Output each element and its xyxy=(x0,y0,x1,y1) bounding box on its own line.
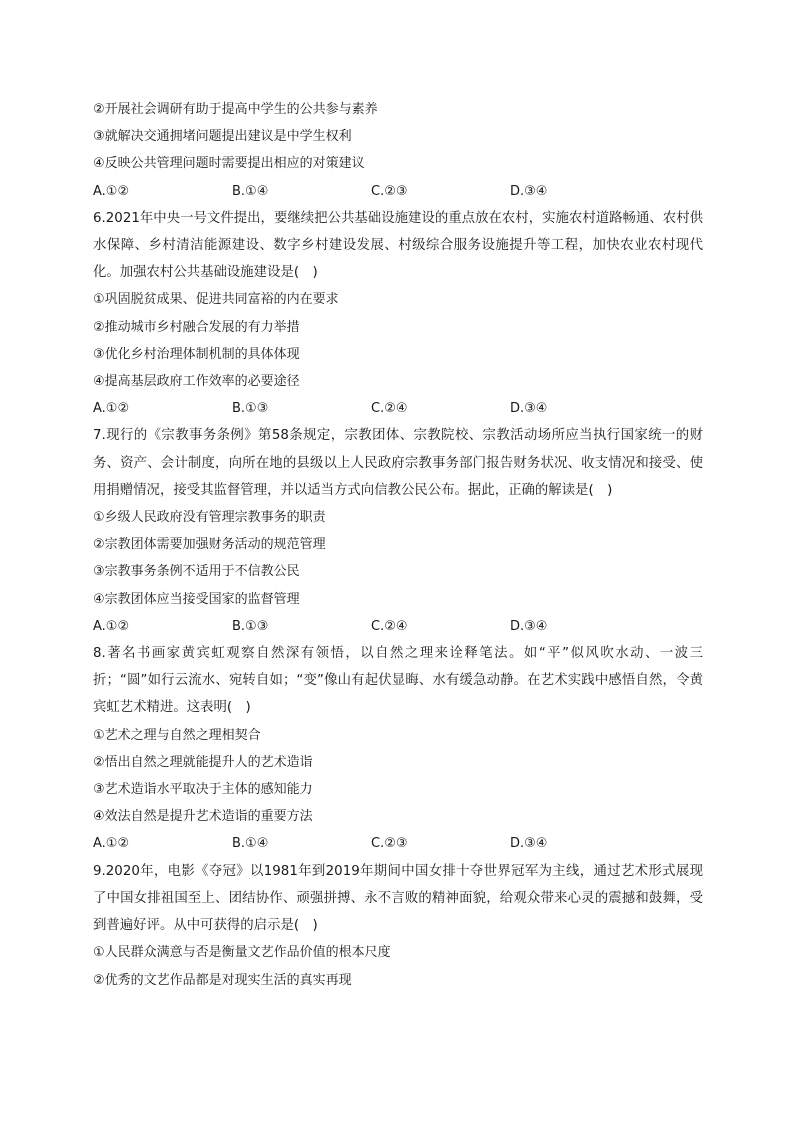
statement: ①艺术之理与自然之理相契合 xyxy=(93,727,261,743)
statement: ①人民群众满意与否是衡量文艺作品价值的根本尺度 xyxy=(93,945,391,961)
option-a[interactable]: A.①② xyxy=(93,618,130,634)
option-a[interactable]: A.①② xyxy=(93,836,130,852)
question-8 xyxy=(93,640,703,858)
question-stem: 8.著名书画家黄宾虹观察自然深有领悟，以自然之理来诠释笔法。如“平”似风吹水动、一波三折；“圆”如行云流水、宛转自如；“变”像山有起伏显晦、水有缓急动静。在艺术实践中感悟自然，令黄宾虹艺术精进。这表明( ) xyxy=(93,646,703,716)
statement: ③就解决交通拥堵问题提出建议是中学生权利 xyxy=(93,129,352,145)
statement: ①巩固脱贫成果、促进共同富裕的内在要求 xyxy=(93,292,339,308)
answer-options xyxy=(93,178,703,205)
option-d[interactable]: D.③④ xyxy=(510,401,548,417)
question-6 xyxy=(93,205,703,423)
statement: ②宗教团体需要加强财务活动的规范管理 xyxy=(93,537,326,553)
answer-options xyxy=(93,395,703,422)
statement: ④宗教团体应当接受国家的监督管理 xyxy=(93,591,300,607)
statement: ②开展社会调研有助于提高中学生的公共参与素养 xyxy=(93,102,378,117)
answer-options xyxy=(93,830,703,857)
statement: ③艺术造诣水平取决于主体的感知能力 xyxy=(93,782,313,798)
option-d[interactable]: D.③④ xyxy=(510,183,548,199)
statement: ②悟出自然之理就能提升人的艺术造诣 xyxy=(93,754,313,770)
question-7 xyxy=(93,422,703,640)
question-list xyxy=(93,96,703,994)
answer-options xyxy=(93,613,703,640)
question-stem: 6.2021年中央一号文件提出，要继续把公共基础设施建设的重点放在农村，实施农村道路畅通、农村供水保障、乡村清洁能源建设、数字乡村建设发展、村级综合服务设施提升等工程，加快农业农村现代化。加强农村公共基础设施建设是( ) xyxy=(93,210,703,281)
statement: ④反映公共管理问题时需要提出相应的对策建议 xyxy=(93,156,365,172)
question-5 xyxy=(93,96,703,205)
option-b[interactable]: B.①③ xyxy=(232,401,269,417)
option-a[interactable]: A.①② xyxy=(93,183,130,199)
statement: ④提高基层政府工作效率的必要途径 xyxy=(93,374,300,390)
statement: ②推动城市乡村融合发展的有力举措 xyxy=(93,319,300,335)
statement: ①乡级人民政府没有管理宗教事务的职责 xyxy=(93,510,326,526)
question-stem: 7.现行的《宗教事务条例》第58条规定，宗教团体、宗教院校、宗教活动场所应当执行国家统一的财务、资产、会计制度，向所在地的县级以上人民政府宗教事务部门报告财务状况、收支情况和接受、使用捐赠情况，接受其监督管理，并以适当方式向信教公民公布。据此，正确的解读是( ) xyxy=(93,428,703,498)
option-d[interactable]: D.③④ xyxy=(510,836,548,852)
option-b[interactable]: B.①④ xyxy=(232,183,269,199)
option-c[interactable]: C.②④ xyxy=(371,618,408,634)
statement: ③宗教事务条例不适用于不信教公民 xyxy=(93,564,300,580)
option-b[interactable]: B.①④ xyxy=(232,836,269,852)
statement: ④效法自然是提升艺术造诣的重要方法 xyxy=(93,809,313,825)
question-9 xyxy=(93,858,703,994)
option-a[interactable]: A.①② xyxy=(93,401,130,417)
option-d[interactable]: D.③④ xyxy=(510,618,548,634)
option-c[interactable]: C.②③ xyxy=(371,836,408,852)
statement: ②优秀的文艺作品都是对现实生活的真实再现 xyxy=(93,972,352,988)
question-stem: 9.2020年，电影《夺冠》以1981年到2019年期间中国女排十夺世界冠军为主线，通过艺术形式展现了中国女排祖国至上、团结协作、顽强拼搏、永不言败的精神面貌，给观众带来心灵的震撼和鼓舞，受到普遍好评。从中可获得的启示是( ) xyxy=(93,863,703,934)
option-c[interactable]: C.②④ xyxy=(371,401,408,417)
option-b[interactable]: B.①③ xyxy=(232,618,269,634)
statement: ③优化乡村治理体制机制的具体体现 xyxy=(93,346,300,362)
option-c[interactable]: C.②③ xyxy=(371,183,408,199)
